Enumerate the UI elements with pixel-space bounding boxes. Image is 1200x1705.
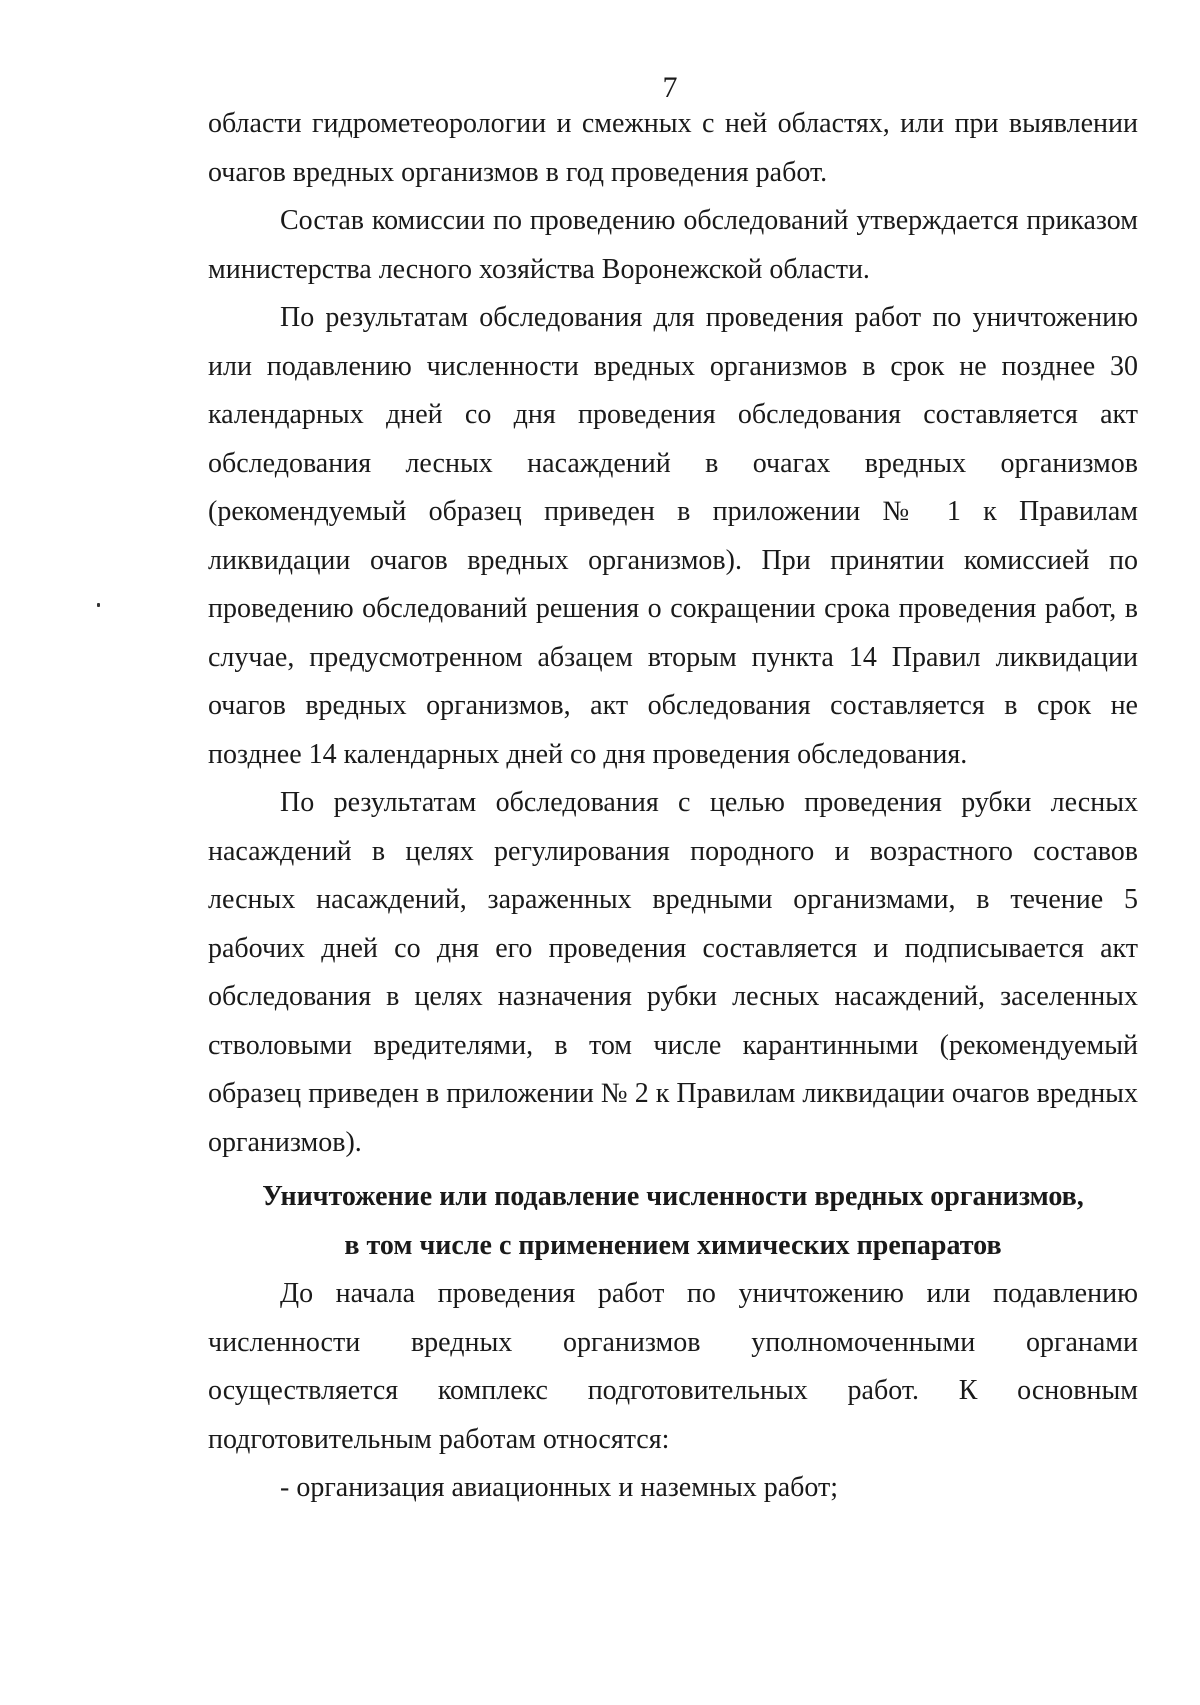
paragraph-continuation: области гидрометеорологии и смежных с ней областях, или при выявлении очагов вредных организмов в год проведения работ. — [208, 108, 1138, 188]
section-heading-line-2: в том числе с применением химических препаратов — [344, 1229, 1002, 1261]
paragraph-preparatory-works: До начала проведения работ по уничтожению или подавлению численности вредных организмов уполномоченными органами осуществляется комплекс подготовительных работ. К основным подготовительным работам относятся: — [208, 1278, 1138, 1455]
document-body — [208, 100, 1138, 1513]
paragraph-felling-survey: По результатам обследования с целью проведения рубки лесных насаждений в целях регулирования породного и возрастного составов лесных насаждений, зараженных вредными организмами, в течение 5 рабочих дней со дня его проведения составляется и подписывается акт обследования в целях назначения рубки лесных насаждений, заселенных стволовыми вредителями, в том числе карантинными (рекомендуемый образец приведен в приложении № 2 к Правилам ликвидации очагов вредных организмов). — [208, 787, 1138, 1158]
paragraph-survey-results: По результатам обследования для проведения работ по уничтожению или подавлению численности вредных организмов в срок не позднее 30 календарных дней со дня проведения обследования составляется акт обследования лесных насаждений в очагах вредных организмов (рекомендуемый образец приведен в приложении № 1 к Правилам ликвидации очагов вредных организмов). При принятии комиссией по проведению обследований решения о сокращении срока проведения работ, в случае, предусмотренном абзацем вторым пункта 14 Правил ликвидации очагов вредных организмов, акт обследования составляется в срок не позднее 14 календарных дней со дня проведения обследования. — [208, 302, 1138, 770]
page-number: 7 — [662, 71, 678, 104]
paragraph-commission: Состав комиссии по проведению обследований утверждается приказом министерства лесного хозяйства Воронежской области. — [208, 205, 1138, 285]
margin-dot — [97, 603, 100, 607]
section-heading — [208, 1173, 1138, 1270]
list-item: - организация авиационных и наземных работ; — [280, 1472, 839, 1503]
section-heading-line-1: Уничтожение или подавление численности вредных организмов, — [262, 1181, 1084, 1212]
